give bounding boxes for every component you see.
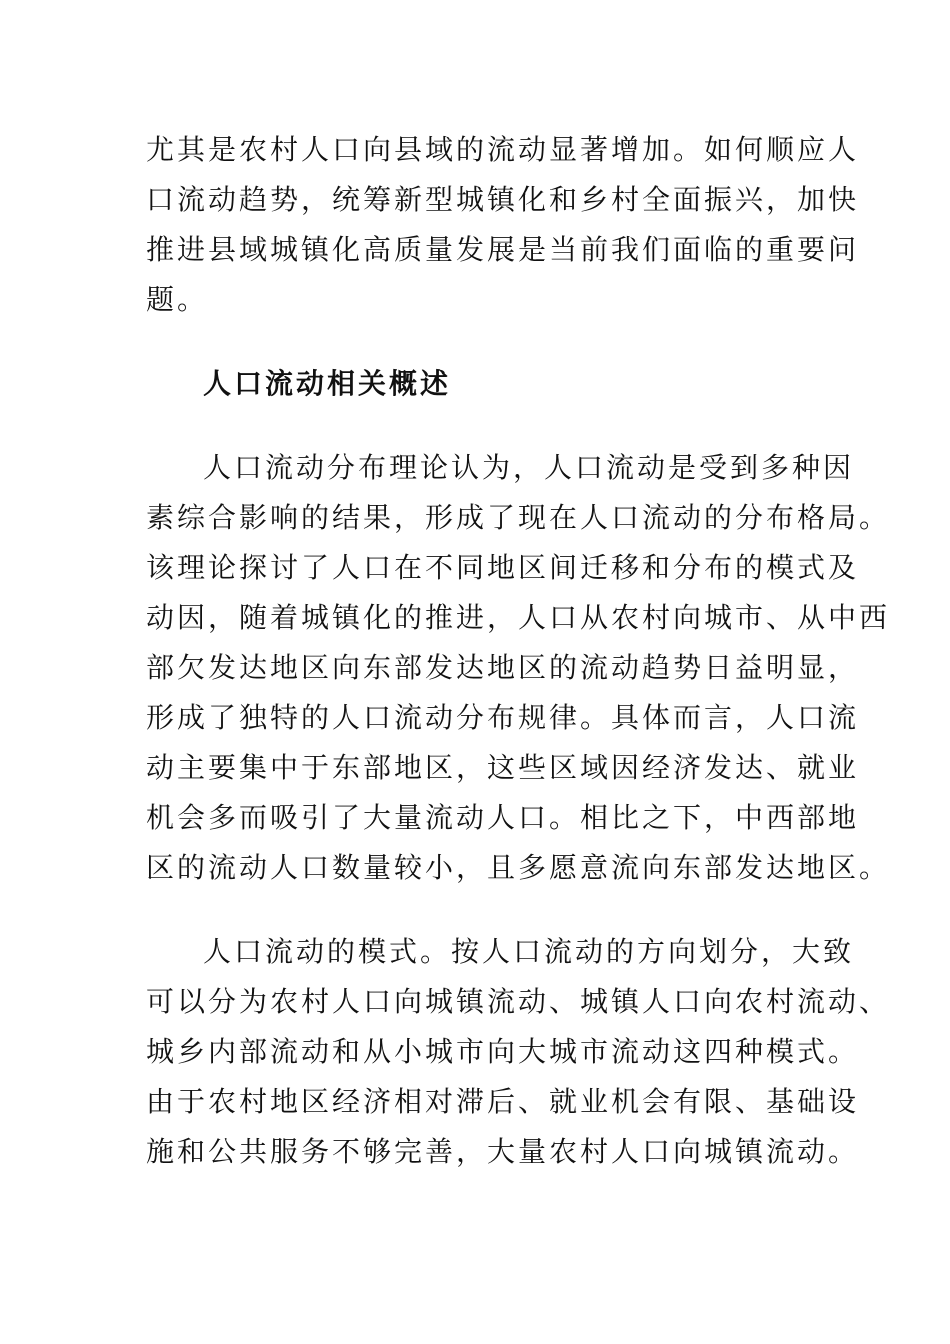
paragraph-3-line-4: 由于农村地区经济相对滞后、就业机会有限、基础设 (146, 1085, 860, 1118)
paragraph-2-line-5: 部欠发达地区向东部发达地区的流动趋势日益明显， (146, 651, 860, 684)
paragraph-2-line-9: 区的流动人口数量较小，且多愿意流向东部发达地区。 (146, 851, 891, 884)
paragraph-3-line-2: 可以分为农村人口向城镇流动、城镇人口向农村流动、 (146, 985, 891, 1018)
paragraph-3-line-5: 施和公共服务不够完善，大量农村人口向城镇流动。 (146, 1135, 860, 1168)
paragraph-2-line-2: 素综合影响的结果，形成了现在人口流动的分布格局。 (146, 501, 891, 534)
paragraph-2-line-1: 人口流动分布理论认为，人口流动是受到多种因 (203, 451, 855, 484)
section-heading: 人口流动相关概述 (203, 367, 452, 400)
paragraph-1-line-3: 推进县域城镇化高质量发展是当前我们面临的重要问 (146, 233, 860, 266)
paragraph-3-line-1: 人口流动的模式。按人口流动的方向划分，大致 (203, 935, 855, 968)
paragraph-2-line-3: 该理论探讨了人口在不同地区间迁移和分布的模式及 (146, 551, 860, 584)
paragraph-2-line-6: 形成了独特的人口流动分布规律。具体而言，人口流 (146, 701, 860, 734)
paragraph-2-line-4: 动因，随着城镇化的推进，人口从农村向城市、从中西 (146, 601, 891, 634)
paragraph-1-line-2: 口流动趋势，统筹新型城镇化和乡村全面振兴，加快 (146, 183, 860, 216)
paragraph-1-line-4: 题。 (146, 283, 209, 316)
paragraph-2-line-8: 机会多而吸引了大量流动人口。相比之下，中西部地 (146, 801, 860, 834)
paragraph-1-line-1: 尤其是农村人口向县域的流动显著增加。如何顺应人 (146, 133, 860, 166)
paragraph-3-line-3: 城乡内部流动和从小城市向大城市流动这四种模式。 (146, 1035, 860, 1068)
paragraph-2-line-7: 动主要集中于东部地区，这些区域因经济发达、就业 (146, 751, 860, 784)
